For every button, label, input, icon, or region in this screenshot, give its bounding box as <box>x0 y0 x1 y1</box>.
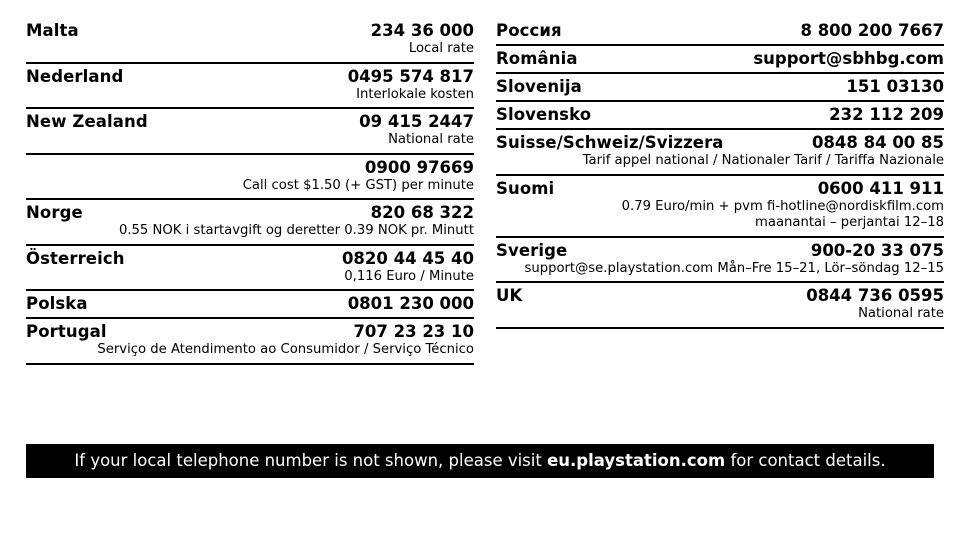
columns-container <box>26 18 944 365</box>
left-column <box>26 18 474 365</box>
entry-main-row <box>26 294 474 313</box>
footer-website-link[interactable]: eu.playstation.com <box>547 451 726 470</box>
country-label: Slovenija <box>496 77 582 96</box>
country-label: Malta <box>26 21 79 40</box>
contact-number: 820 68 322 <box>370 203 474 222</box>
note-line: 0.79 Euro/min + pvm fi-hotline@nordiskfilm.com <box>621 198 944 214</box>
country-label: Sverige <box>496 240 568 260</box>
contact-number: 707 23 23 10 <box>353 322 474 341</box>
footer-banner <box>26 444 934 478</box>
entry-main-row <box>26 112 474 131</box>
entry-note <box>26 342 474 359</box>
note-line: Tarif appel national / Nationaler Tarif / Tariffa Nazionale <box>582 153 944 168</box>
country-label: Slovensko <box>496 105 592 124</box>
entry-note <box>26 223 474 240</box>
contact-number: 0844 736 0595 <box>806 286 944 305</box>
note-line: maanantai – perjantai 12–18 <box>755 215 944 230</box>
contact-entry <box>26 64 474 110</box>
entry-main-row <box>26 21 474 40</box>
entry-note <box>496 261 944 278</box>
note-line: 0.55 NOK i startavgift og deretter 0.39 NOK pr. Minutt <box>118 223 474 238</box>
entry-note <box>496 153 944 170</box>
contact-number: 0801 230 000 <box>347 294 474 313</box>
contact-number: 0495 574 817 <box>347 66 474 86</box>
entry-main-row <box>496 21 944 40</box>
entry-note <box>496 306 944 323</box>
contact-number: 8 800 200 7667 <box>800 21 944 40</box>
contact-entry <box>26 246 474 292</box>
contact-entry <box>496 283 944 329</box>
entry-main-row <box>496 49 944 68</box>
entry-note <box>26 41 474 58</box>
entry-note <box>26 178 474 195</box>
country-label: Polska <box>26 294 88 313</box>
contact-entry <box>26 200 474 246</box>
entry-main-row <box>26 158 474 177</box>
note-line: Interlokale kosten <box>356 86 474 102</box>
entry-main-row <box>26 67 474 86</box>
note-line: National rate <box>858 306 944 321</box>
contact-email: support@sbhbg.com <box>753 49 944 68</box>
entry-main-row <box>496 286 944 305</box>
right-column <box>496 18 944 365</box>
country-label: UK <box>496 286 523 305</box>
country-label: Suomi <box>496 178 555 198</box>
country-label: România <box>496 49 578 68</box>
contact-number: 232 112 209 <box>829 105 944 124</box>
contact-number: 0848 84 00 85 <box>811 133 944 152</box>
entry-main-row <box>26 249 474 268</box>
contact-number: 0900 97669 <box>364 157 474 177</box>
contact-entry <box>26 319 474 365</box>
contact-entry <box>496 46 944 74</box>
country-label: New Zealand <box>26 112 148 131</box>
contact-entry <box>26 155 474 201</box>
entry-main-row <box>496 133 944 152</box>
contact-entry <box>26 18 474 64</box>
contact-entry <box>496 18 944 46</box>
entry-main-row <box>26 322 474 341</box>
country-label: Россия <box>496 21 562 40</box>
entry-note <box>26 132 474 149</box>
country-label: Suisse/Schweiz/Svizzera <box>496 133 724 152</box>
note-line: Call cost $1.50 (+ GST) per minute <box>242 177 474 193</box>
note-line: National rate <box>388 132 474 147</box>
contact-entry <box>496 102 944 130</box>
note-line: Local rate <box>408 41 474 56</box>
contact-number: 0820 44 45 40 <box>341 248 474 268</box>
contact-number: 234 36 000 <box>370 21 474 40</box>
contact-entry <box>26 109 474 155</box>
entry-main-row <box>26 203 474 222</box>
country-label: Portugal <box>26 322 107 341</box>
contact-number: 900-20 33 075 <box>810 240 944 260</box>
contact-entry <box>496 176 944 238</box>
footer-text-after: for contact details. <box>725 451 886 470</box>
country-label: Nederland <box>26 66 124 86</box>
contact-entry <box>496 74 944 102</box>
entry-main-row <box>496 241 944 260</box>
entry-main-row <box>496 77 944 96</box>
country-label: Norge <box>26 203 83 222</box>
footer-text-before: If your local telephone number is not shown, please visit <box>74 451 548 470</box>
contact-entry <box>496 238 944 284</box>
contact-entry <box>26 291 474 319</box>
country-label: Österreich <box>26 248 125 268</box>
note-line: support@se.playstation.com Mån–Fre 15–21, Lör–söndag 12–15 <box>524 260 944 276</box>
entry-main-row <box>496 105 944 124</box>
entry-note <box>26 269 474 286</box>
entry-note <box>26 87 474 104</box>
contact-number: 0600 411 911 <box>817 178 944 198</box>
contact-number: 09 415 2447 <box>359 112 474 131</box>
note-line: 0,116 Euro / Minute <box>344 268 474 284</box>
note-line: Serviço de Atendimento ao Consumidor / Serviço Técnico <box>97 342 474 357</box>
contact-entry <box>496 130 944 176</box>
contact-number: 151 03130 <box>846 77 944 96</box>
entry-note <box>496 199 944 232</box>
entry-main-row <box>496 179 944 198</box>
